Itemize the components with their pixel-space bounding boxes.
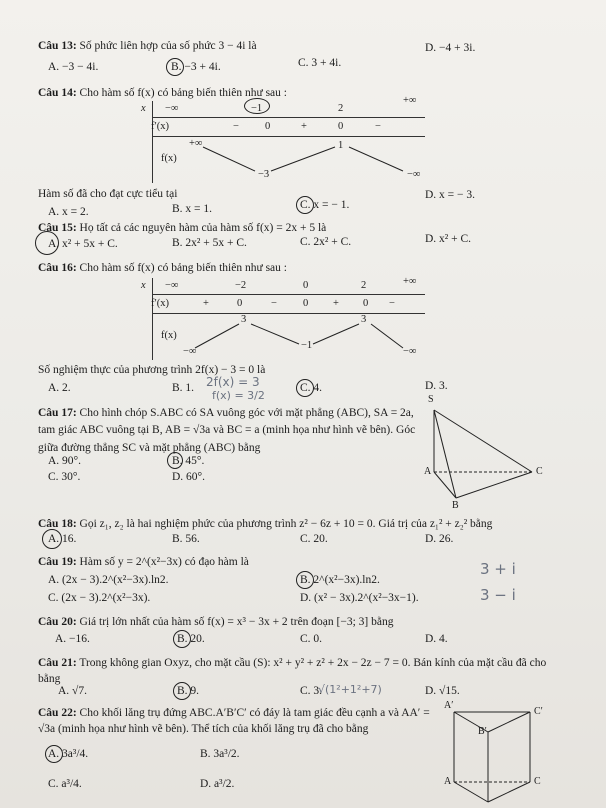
table-label: f′(x) — [151, 121, 170, 132]
table-cell: − — [389, 298, 395, 309]
vertex-label: S — [428, 394, 434, 405]
vertex-label: C — [534, 776, 541, 787]
answer-circle — [173, 682, 191, 700]
q14-option-a: A. x = 2. — [48, 206, 89, 218]
table-cell: + — [301, 121, 307, 132]
table-cell: 1 — [338, 140, 344, 151]
handwritten-note: f(x) = 3/2 — [212, 389, 265, 402]
q19-stem: Câu 19: Hàm số y = 2^(x²−3x) có đạo hàm là — [38, 556, 249, 568]
table-cell: −∞ — [403, 346, 417, 357]
q13-option-a: A. −3 − 4i. — [48, 61, 99, 73]
handwritten-note: 3 − i — [480, 586, 516, 604]
table-cell: 0 — [303, 298, 309, 309]
q15-option-c: C. 2x² + C. — [300, 236, 352, 248]
pyramid-drawing — [420, 400, 560, 512]
q16-question: Số nghiệm thực của phương trình 2f(x) − 3 = 0 là — [38, 364, 266, 376]
table-cell: 2 — [338, 103, 344, 114]
table-cell: 0 — [237, 298, 243, 309]
table-label: x — [141, 103, 146, 114]
q21-option-d: D. √15. — [425, 685, 460, 697]
prism-drawing — [440, 704, 550, 806]
table-cell: −∞ — [165, 280, 179, 291]
q18-option-b: B. 56. — [172, 533, 200, 545]
q16-option-a: A. 2. — [48, 382, 71, 394]
q22-option-d: D. a³/2. — [200, 778, 235, 790]
q18-option-a: A. 16. — [48, 533, 77, 545]
q13-option-d: D. −4 + 3i. — [425, 42, 476, 54]
q14-variation-table — [141, 95, 425, 183]
vertex-label: A — [444, 776, 452, 787]
table-cell: 0 — [363, 298, 369, 309]
q15-option-a: A. x² + 5x + C. — [48, 238, 118, 250]
table-cell: +∞ — [403, 276, 417, 287]
table-cell: −∞ — [407, 169, 421, 180]
answer-circle — [166, 58, 184, 76]
q17-option-b: B. 45°. — [172, 455, 205, 467]
vertex-label: A′ — [444, 700, 454, 711]
answer-circle — [42, 529, 62, 549]
q19-option-c: C. (2x − 3).2^(x²−3x). — [48, 592, 151, 604]
q14-option-b: B. x = 1. — [172, 203, 213, 215]
table-cell: −1 — [251, 103, 263, 114]
table-cell: −∞ — [183, 346, 197, 357]
table-cell: +∞ — [403, 95, 417, 106]
q22-prism-figure — [440, 700, 550, 806]
q20-option-a: A. −16. — [55, 633, 90, 645]
q19-option-a: A. (2x − 3).2^(x²−3x).ln2. — [48, 574, 169, 586]
q20-option-d: D. 4. — [425, 633, 448, 645]
q22-stem: Câu 22: Cho khối lăng trụ đứng ABC.A′B′C′ có đáy là tam giác đều cạnh a và AA′ = √3a (minh họa như hình vẽ bên). Thể tích của khối lăng trụ đã cho bằng — [38, 707, 430, 735]
q21-option-a: A. √7. — [58, 685, 87, 697]
q15-option-b: B. 2x² + 5x + C. — [172, 237, 247, 249]
q16-option-c: C. 4. — [300, 382, 323, 394]
vertex-label: C — [536, 466, 543, 477]
q20-stem: Câu 20: Giá trị lớn nhất của hàm số f(x) = x³ − 3x + 2 trên đoạn [−3; 3] bằng — [38, 616, 394, 628]
answer-circle — [296, 196, 314, 214]
q17-option-c: C. 30°. — [48, 471, 81, 483]
q18-option-c: C. 20. — [300, 533, 328, 545]
handwritten-note: √(1²+1²+7) — [318, 683, 382, 696]
q17-option-a: A. 90°. — [48, 455, 82, 467]
vertex-label: C′ — [534, 706, 543, 717]
answer-circle — [173, 630, 191, 648]
answer-circle — [296, 379, 314, 397]
table-cell: + — [203, 298, 209, 309]
q17-stem: Câu 17: Cho hình chóp S.ABC có SA vuông góc với mặt phẳng (ABC), SA = 2a, tam giác ABC vuông tại B, AB = √3a và BC = a (minh họa như hình vẽ bên). Góc giữa đường thẳng SC và mặt phẳng (ABC) bằng — [38, 407, 416, 454]
q16-option-d: D. 3. — [425, 380, 448, 392]
q20-option-b: B. 20. — [177, 633, 205, 645]
table-cell: −3 — [258, 169, 270, 180]
table-cell: + — [333, 298, 339, 309]
q13-option-b: B. −3 + 4i. — [171, 61, 221, 73]
q15-stem: Câu 15: Họ tất cả các nguyên hàm của hàm số f(x) = 2x + 5 là — [38, 222, 327, 234]
table-cell: 0 — [338, 121, 344, 132]
table-cell: 0 — [265, 121, 271, 132]
q18-stem: Câu 18: Gọi z₁, z₂ là hai nghiệm phức của phương trình z² − 6z + 10 = 0. Giá trị của z₁² + z₂² bằng — [38, 518, 493, 530]
table-label: f(x) — [161, 330, 177, 341]
q22-option-b: B. 3a³/2. — [200, 748, 240, 760]
q17-pyramid-figure — [420, 394, 560, 512]
table-cell: −1 — [301, 340, 313, 351]
vertex-label: B′ — [478, 726, 487, 737]
q18-option-d: D. 26. — [425, 533, 454, 545]
table-label: f(x) — [161, 153, 177, 164]
answer-circle — [35, 231, 59, 255]
answer-circle — [45, 745, 63, 763]
table-cell: 3 — [241, 314, 247, 325]
q21-option-b: B. 9. — [177, 685, 200, 697]
answer-circle — [167, 452, 183, 469]
table-cell: −∞ — [165, 103, 179, 114]
q13-option-c: C. 3 + 4i. — [298, 57, 342, 69]
table-cell: − — [271, 298, 277, 309]
q14-option-c: C. x = − 1. — [300, 199, 350, 211]
table-cell: −2 — [235, 280, 247, 291]
table-label: x — [141, 280, 146, 291]
q14-question: Hàm số đã cho đạt cực tiểu tại — [38, 188, 178, 200]
table-label: f′(x) — [151, 298, 170, 309]
vertex-label: A — [424, 466, 432, 477]
q16-stem: Câu 16: Cho hàm số f(x) có bảng biến thiên như sau : — [38, 262, 287, 274]
vertex-label: B — [452, 500, 459, 511]
table-cell: − — [233, 121, 239, 132]
handwritten-circle — [244, 98, 270, 114]
handwritten-note: 2f(x) = 3 — [206, 375, 260, 389]
q19-option-d: D. (x² − 3x).2^(x²−3x−1). — [300, 592, 419, 604]
q21-stem: Câu 21: Trong không gian Oxyz, cho mặt cầu (S): x² + y² + z² + 2x − 2z − 7 = 0. Bán kính của mặt cầu đã cho bằng — [38, 657, 547, 685]
q16-arrows — [153, 278, 425, 360]
q16-variation-table — [141, 276, 425, 360]
table-cell: 2 — [361, 280, 367, 291]
q14-stem: Câu 14: Cho hàm số f(x) có bảng biến thiên như sau : — [38, 87, 287, 99]
q15-option-d: D. x² + C. — [425, 233, 472, 245]
q21-option-c: C. 3. — [300, 685, 323, 697]
table-cell: 0 — [303, 280, 309, 291]
handwritten-note: 3 + i — [480, 560, 516, 578]
q20-option-c: C. 0. — [300, 633, 323, 645]
q13-stem: Câu 13: Số phức liên hợp của số phức 3 − 4i là — [38, 40, 257, 52]
table-cell: − — [375, 121, 381, 132]
q22-option-c: C. a³/4. — [48, 778, 82, 790]
q14-arrows — [153, 101, 425, 183]
q14-option-d: D. x = − 3. — [425, 189, 476, 201]
answer-circle — [296, 571, 314, 589]
q22-option-a: A. 3a³/4. — [48, 748, 89, 760]
table-cell: 3 — [361, 314, 367, 325]
q16-option-b: B. 1. — [172, 382, 195, 394]
table-cell: +∞ — [189, 138, 203, 149]
q17-option-d: D. 60°. — [172, 471, 206, 483]
q19-option-b: B. 2^(x²−3x).ln2. — [300, 574, 380, 586]
